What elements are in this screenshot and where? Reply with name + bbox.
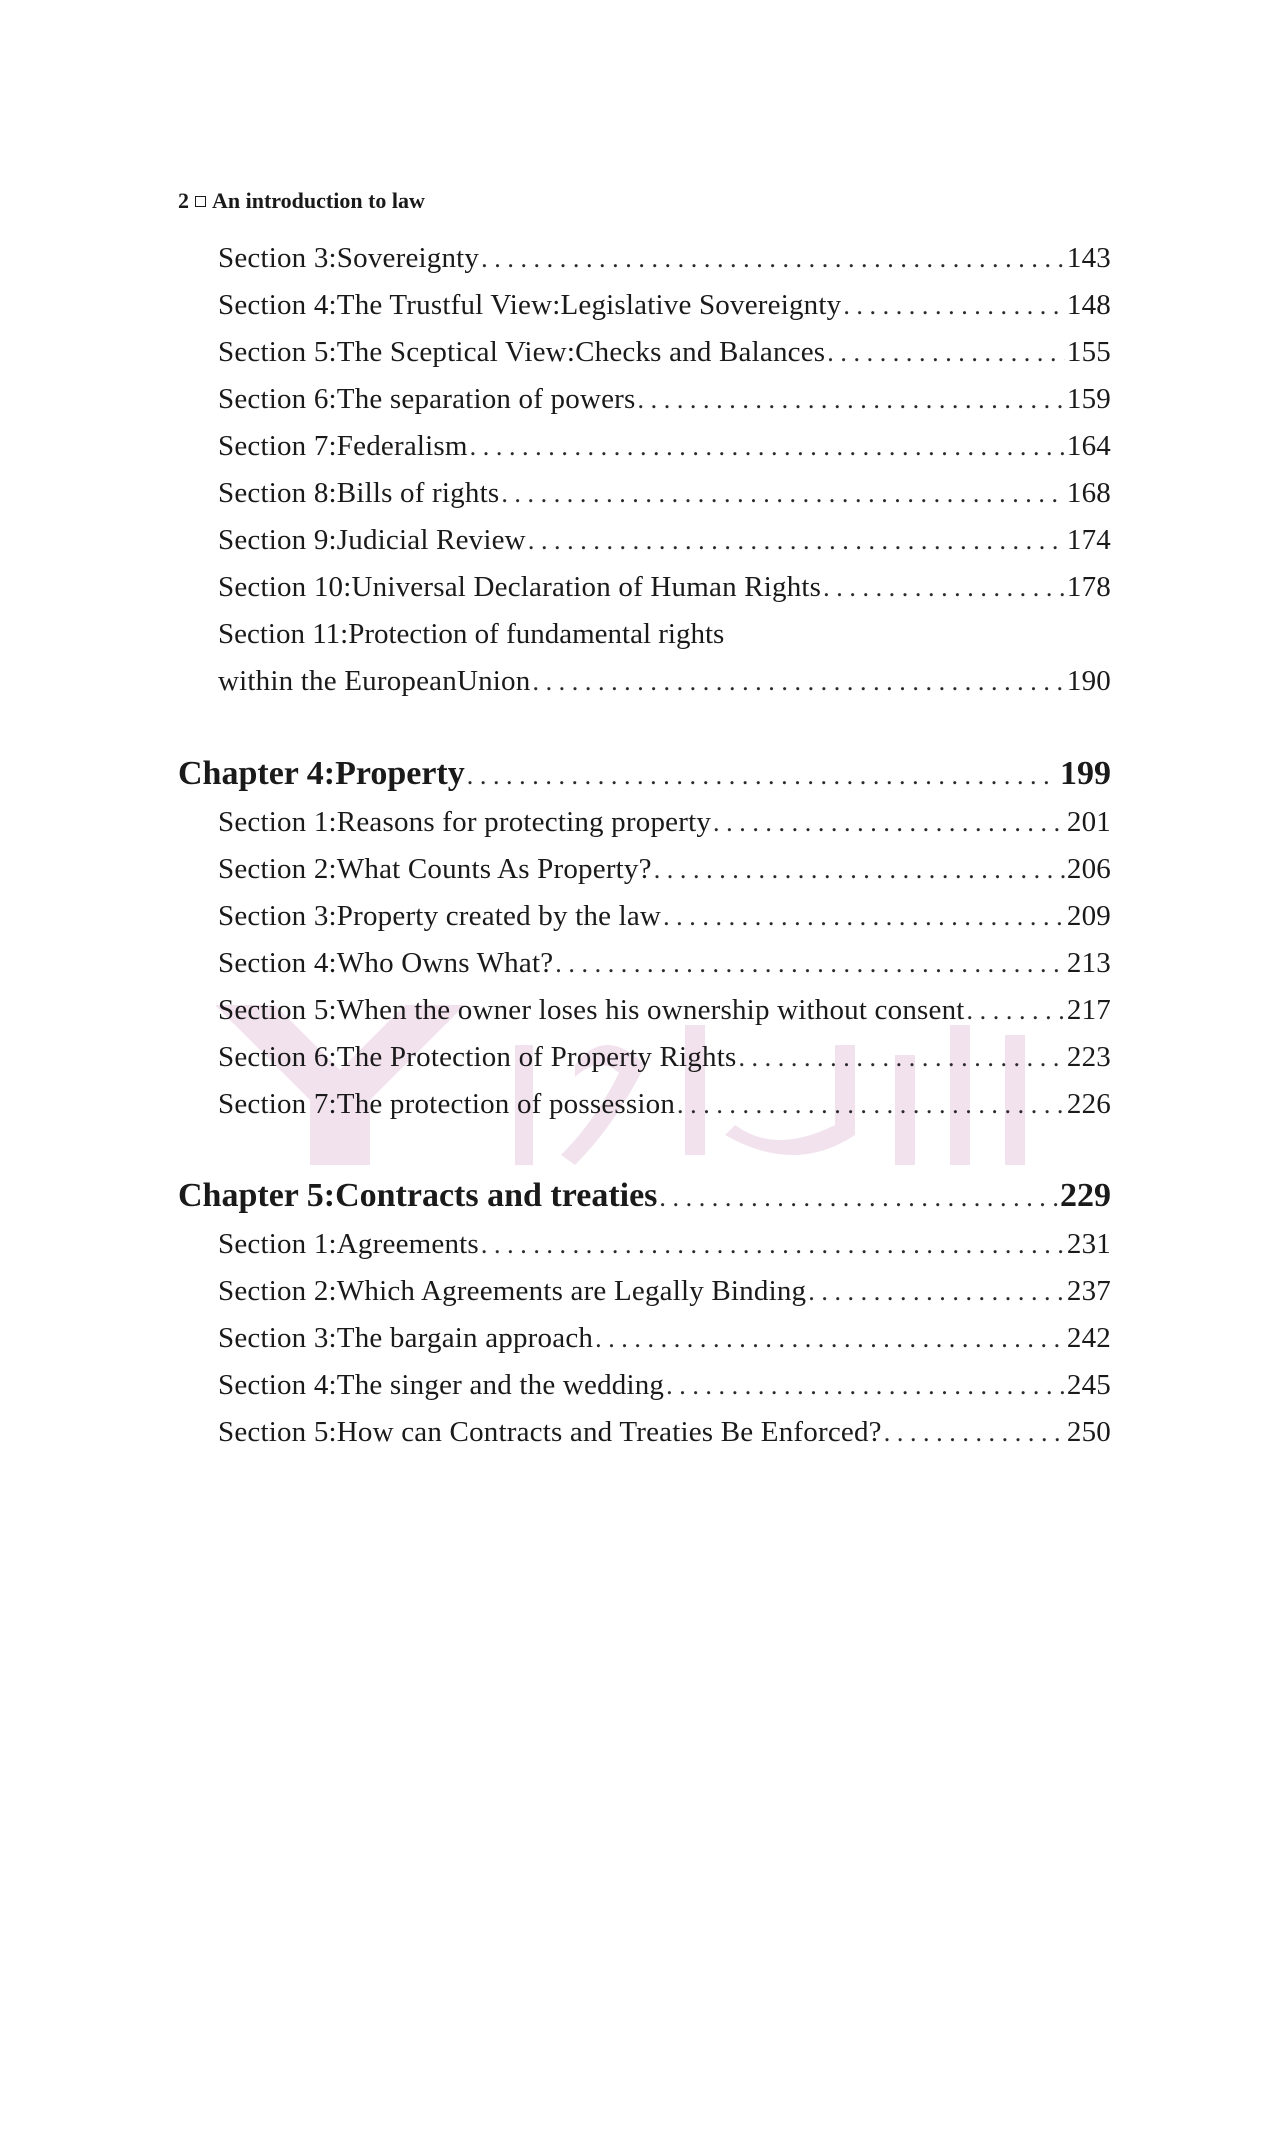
toc-entry-label: Section 4:The Trustful View:Legislative Sovereignty [218,289,842,321]
toc-entry [218,336,1111,369]
toc-entry-page: 237 [1066,1275,1111,1307]
toc-entry-label: Section 7:Federalism [218,430,468,462]
toc-entry-label: Section 11:Protection of fundamental rights [218,618,725,650]
dot-leader [654,855,1065,885]
toc-entry [218,1088,1111,1121]
toc-entry-page: 213 [1066,947,1111,979]
toc-entry-page: 159 [1066,383,1111,415]
running-head [178,188,425,214]
toc-entry-page: 148 [1066,289,1111,321]
toc-entry [218,1275,1111,1308]
toc-entry [218,1322,1111,1355]
toc-entry [218,665,1111,698]
toc-entry-label: Section 6:The separation of powers [218,383,636,415]
toc-entry [218,524,1111,557]
toc-entry-page: 231 [1066,1228,1111,1260]
page-number: 2 [178,188,189,213]
toc-entry [218,947,1111,980]
toc-entry [218,900,1111,933]
toc-entry [218,383,1111,416]
book-title: An introduction to law [212,188,425,213]
dot-leader [501,479,1065,509]
dot-leader [738,1043,1064,1073]
dot-leader [884,1418,1065,1448]
dot-leader [470,432,1065,462]
publisher-watermark-logo [215,1005,1070,1165]
dot-leader [467,761,1058,791]
toc-entry-label: Section 2:Which Agreements are Legally Binding [218,1275,807,1307]
toc-entry-page: 168 [1066,477,1111,509]
toc-entry-page: 217 [1066,994,1111,1026]
toc-entry-page: 245 [1066,1369,1111,1401]
toc-entry-label: Section 8:Bills of rights [218,477,500,509]
toc-entry-page: 178 [1066,571,1111,603]
toc-entry-label: Section 5:How can Contracts and Treaties Be Enforced? [218,1416,882,1448]
toc-entry [218,994,1111,1027]
toc-entry-page: 250 [1066,1416,1111,1448]
toc-entry-label: Section 10:Universal Declaration of Human Rights [218,571,822,603]
toc-entry [218,242,1111,275]
toc-entry [218,853,1111,886]
dot-leader [663,902,1065,932]
dot-leader [555,949,1065,979]
toc-entry [218,1041,1111,1074]
dot-leader [843,291,1065,321]
dot-leader [967,996,1065,1026]
dot-leader [827,338,1065,368]
toc-entry-page: 190 [1066,665,1111,697]
dot-leader [666,1371,1065,1401]
dot-leader [481,244,1065,274]
dot-leader [823,573,1065,603]
toc-entry-label: Section 2:What Counts As Property? [218,853,652,885]
toc-entry-label: Section 3:Sovereignty [218,242,480,274]
toc-entry-label: Section 9:Judicial Review [218,524,526,556]
toc-entry-page: 206 [1066,853,1111,885]
dot-leader [713,808,1065,838]
toc-entry-label: Section 7:The protection of possession [218,1088,676,1120]
dot-leader [532,667,1064,697]
toc-entry-label: Section 3:The bargain approach [218,1322,594,1354]
toc-entry [218,1369,1111,1402]
toc-entry-page: 155 [1066,336,1111,368]
toc-entry-label: Section 1:Reasons for protecting property [218,806,712,838]
chapter-title: Chapter 4:Property [178,755,465,792]
toc-entry-page: 223 [1066,1041,1111,1073]
dot-leader [677,1090,1065,1120]
chapter-page: 229 [1060,1177,1111,1214]
toc-entry-page: 209 [1066,900,1111,932]
toc-entry-label: Section 4:The singer and the wedding [218,1369,665,1401]
toc-entry [218,430,1111,463]
toc-entry-page: 164 [1066,430,1111,462]
toc-entry [218,1416,1111,1449]
toc-entry-page: 143 [1066,242,1111,274]
toc-entry [218,571,1111,604]
toc-entry-label: Section 5:The Sceptical View:Checks and Balances [218,336,826,368]
toc-entry-label: within the EuropeanUnion [218,665,531,697]
dot-leader [481,1230,1065,1260]
toc-entry [218,477,1111,510]
dot-leader [659,1183,1058,1213]
dot-leader [638,385,1065,415]
chapter-page: 199 [1060,755,1111,792]
toc-entry [218,806,1111,839]
toc-entry-label: Section 5:When the owner loses his ownership without consent [218,994,965,1026]
toc-entry-first-line [218,618,724,651]
toc-entry-label: Section 6:The Protection of Property Rights [218,1041,737,1073]
toc-entry-label: Section 3:Property created by the law [218,900,662,932]
toc-entry [218,1228,1111,1261]
chapter-heading [178,755,1111,793]
chapter-heading [178,1177,1111,1215]
toc-entry-label: Section 1:Agreements [218,1228,479,1260]
toc-entry [218,289,1111,322]
toc-entry-page: 242 [1066,1322,1111,1354]
toc-entry-label: Section 4:Who Owns What? [218,947,554,979]
dot-leader [808,1277,1065,1307]
dot-leader [595,1324,1065,1354]
toc-entry-page: 226 [1066,1088,1111,1120]
dot-leader [528,526,1065,556]
chapter-title: Chapter 5:Contracts and treaties [178,1177,658,1214]
square-bullet-icon [195,196,206,207]
toc-entry-page: 201 [1066,806,1111,838]
toc-entry-page: 174 [1066,524,1111,556]
